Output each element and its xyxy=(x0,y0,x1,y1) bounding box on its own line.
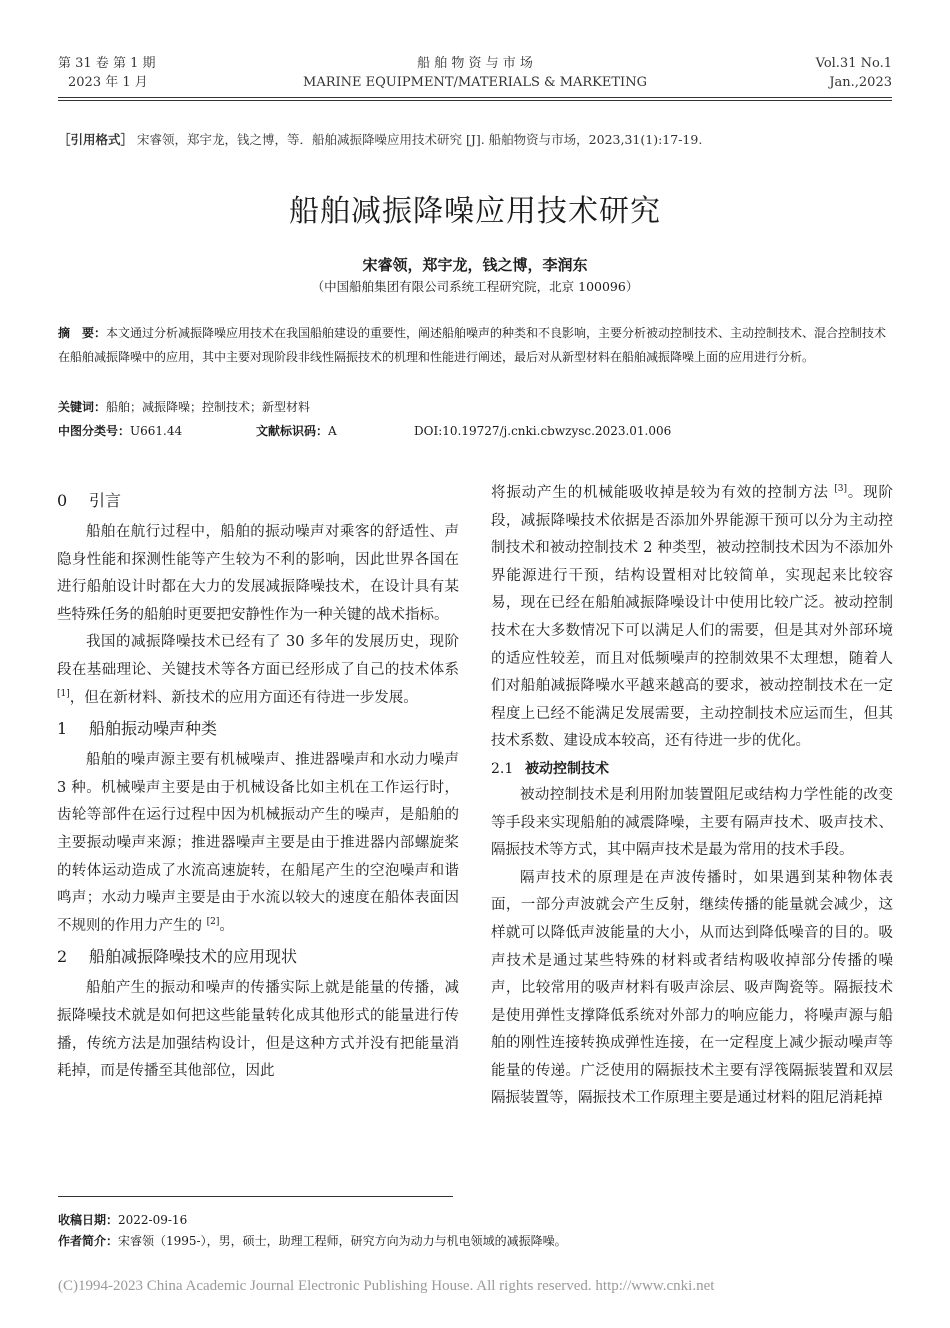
paragraph: 被动控制技术是利用附加装置阻尼或结构力学性能的改变等手段来实现船舶的减震降噪，主要有隔声技术、吸声技术、隔振技术等方式，其中隔声技术是最为常用的技术手段。 xyxy=(491,786,893,859)
document-code xyxy=(256,421,337,441)
section-heading-2 xyxy=(57,942,459,972)
paragraph-text: 。 xyxy=(219,917,234,934)
issue-date-en: Jan.,2023 xyxy=(829,75,892,90)
paper-title: 船舶减振降噪应用技术研究 xyxy=(289,194,661,229)
clc-number xyxy=(58,421,182,441)
clc-value: U661.44 xyxy=(130,424,183,438)
journal-name-en: MARINE EQUIPMENT/MATERIALS & MARKETING xyxy=(303,75,647,90)
section-title: 船舶减振降噪技术的应用现状 xyxy=(89,947,298,967)
clc-label: 中图分类号： xyxy=(58,424,131,438)
paragraph-text: 我国的减振降噪技术已经有了 30 多年的发展历史，现阶段在基础理论、关键技术等各方面已经形成了自己的技术体系 xyxy=(57,634,459,678)
doc-code-label: 文献标识码： xyxy=(256,424,329,438)
received-value: 2022-09-16 xyxy=(118,1213,188,1227)
citation-text: 宋睿领，郑宇龙，钱之博，等．船舶减振降噪应用技术研究 [J]. 船舶物资与市场，2023,31(1):17-19. xyxy=(137,132,703,147)
reference-marker: [2] xyxy=(206,916,220,927)
abstract-label: 摘 要： xyxy=(58,326,107,340)
reference-marker: [1] xyxy=(57,688,70,699)
running-header-journal xyxy=(0,54,950,92)
author-bio xyxy=(58,1230,567,1252)
paragraph-text: 将振动产生的机械能吸收掉是较为有效的控制方法 xyxy=(491,485,835,501)
paragraph-text: ，但在新材料、新技术的应用方面还有待进一步发展。 xyxy=(69,689,418,706)
keywords xyxy=(58,397,310,417)
reference-marker: [3] xyxy=(834,484,847,495)
affiliation: （中国船舶集团有限公司系统工程研究院，北京 100096） xyxy=(311,279,639,294)
author-bio-value: 宋睿领（1995-），男，硕士，助理工程师，研究方向为动力与机电领域的减振降噪。 xyxy=(118,1234,567,1248)
paragraph: 隔声技术的原理是在声波传播时，如果遇到某种物体表面，一部分声波就会产生反射，继续传播的能量就会减少，这样就可以降低声波能量的大小，从而达到降低噪音的目的。吸声技术是通过某些特殊的材料或者结构吸收掉部分传播的噪声，比较常用的吸声材料有吸声涂层、吸声陶瓷等。隔振技术是使用弹性支撑降低系统对外部力的响应能力，将噪声源与船舶的刚性连接转换成弹性连接，在一定程度上减少振动噪声等能量的传递。广泛使用的隔振技术主要有浮筏隔振装置和双层隔振装置等，隔振技术工作原理主要是通过材料的阻尼消耗掉 xyxy=(491,869,893,1107)
issue-date: 2023 年 1 月 xyxy=(68,75,148,90)
paragraph-continued xyxy=(491,480,893,756)
journal-name-cn: 船 舶 物 资 与 市 场 xyxy=(417,56,533,71)
copyright-notice: (C)1994-2023 China Academic Journal Electronic Publishing House. All rights reserved. http://www.cnki.net xyxy=(58,1278,715,1294)
citation-format xyxy=(58,130,702,148)
header-rule xyxy=(58,97,892,98)
keywords-label: 关键词： xyxy=(58,400,107,414)
paragraph xyxy=(57,747,459,940)
received-label: 收稿日期： xyxy=(58,1213,119,1227)
abstract xyxy=(58,321,894,369)
paragraph-text: 船舶的噪声源主要有机械噪声、推进器噪声和水动力噪声 3 种。机械噪声主要是由于机械设备比如主机在工作运行时，齿轮等部件在运行过程中因为机械振动产生的噪声，是船舶的主要振动噪声来源；推进器噪声主要是由于推进器内部螺旋桨的转体运动造成了水流高速旋转，在船尾产生的空泡噪声和谐鸣声；水动力噪声主要是由于水流以较大的速度在船体表面因不规则的作用力产生的 xyxy=(57,752,459,934)
section-number: 2 xyxy=(57,947,68,967)
received-date xyxy=(58,1209,187,1231)
section-heading-1 xyxy=(57,714,459,744)
paragraph-text: 。现阶段，减振降噪技术依据是否添加外界能源干预可以分为主动控制技术和被动控制技术 2 种类型，被动控制技术因为不添加外界能源进行干预，结构设置相对比较简单，实现起来比较容易，现在已经在船舶减振降噪设计中使用比较广泛。被动控制技术在大多数情况下可以满足人们的需要，但是其对外部环境的适应性较差，而且对低频噪声的控制效果不太理想，随着人们对船舶减振降噪水平越来越高的要求，被动控制技术在一定程度上已经不能满足发展需要，主动控制技术应运而生，但其技术系数、建设成本较高，还有待进一步的优化。 xyxy=(491,485,894,750)
doi: DOI:10.19727/j.cnki.cbwzysc.2023.01.006 xyxy=(414,424,672,438)
subsection-number: 2.1 xyxy=(491,760,514,777)
author-list: 宋睿领，郑宇龙，钱之博，李润东 xyxy=(362,256,588,274)
subsection-title: 被动控制技术 xyxy=(525,760,609,777)
footnote-rule xyxy=(58,1196,453,1197)
abstract-text: 本文通过分析减振降噪应用技术在我国船舶建设的重要性，阐述船舶噪声的种类和不良影响，主要分析被动控制技术、主动控制技术、混合控制技术在船舶减振降噪中的应用，其中主要对现阶段非线性隔振技术的机理和性能进行阐述，最后对从新型材料在船舶减振降噪上面的应用进行分析。 xyxy=(58,326,887,364)
paragraph: 船舶产生的振动和噪声的传播实际上就是能量的传播，减振降噪技术就是如何把这些能量转化成其他形式的能量进行传播，传统方法是加强结构设计，但是这种方式并没有把能量消耗掉，而是传播至其他部位，因此 xyxy=(57,980,459,1080)
paragraph: 船舶在航行过程中，船舶的振动噪声对乘客的舒适性、声隐身性能和探测性能等产生较为不利的影响，因此世界各国在进行船舶设计时都在大力的发展减振降噪技术，在设计具有某些特殊任务的船舶时更要把安静性作为一种关键的战术指标。 xyxy=(57,524,459,623)
subsection-heading-2-1 xyxy=(491,756,893,782)
section-number: 0 xyxy=(57,491,68,510)
body-column-right xyxy=(491,480,893,1113)
section-title: 引言 xyxy=(89,491,122,510)
section-number: 1 xyxy=(57,719,68,739)
author-bio-label: 作者简介： xyxy=(58,1234,119,1248)
keywords-text: 船舶；减振降噪；控制技术；新型材料 xyxy=(106,400,311,414)
doc-code-value: A xyxy=(328,424,337,438)
body-column-left xyxy=(57,484,459,1086)
paragraph xyxy=(57,629,459,712)
section-heading-0 xyxy=(57,486,459,516)
citation-tag: ［引用格式］ xyxy=(58,132,134,147)
volume-issue-en: Vol.31 No.1 xyxy=(815,56,892,71)
header-rule-thin xyxy=(58,100,892,101)
running-header-right xyxy=(816,54,892,92)
section-title: 船舶振动噪声种类 xyxy=(89,719,218,739)
volume-issue: 第 31 卷 第 1 期 xyxy=(58,56,156,71)
